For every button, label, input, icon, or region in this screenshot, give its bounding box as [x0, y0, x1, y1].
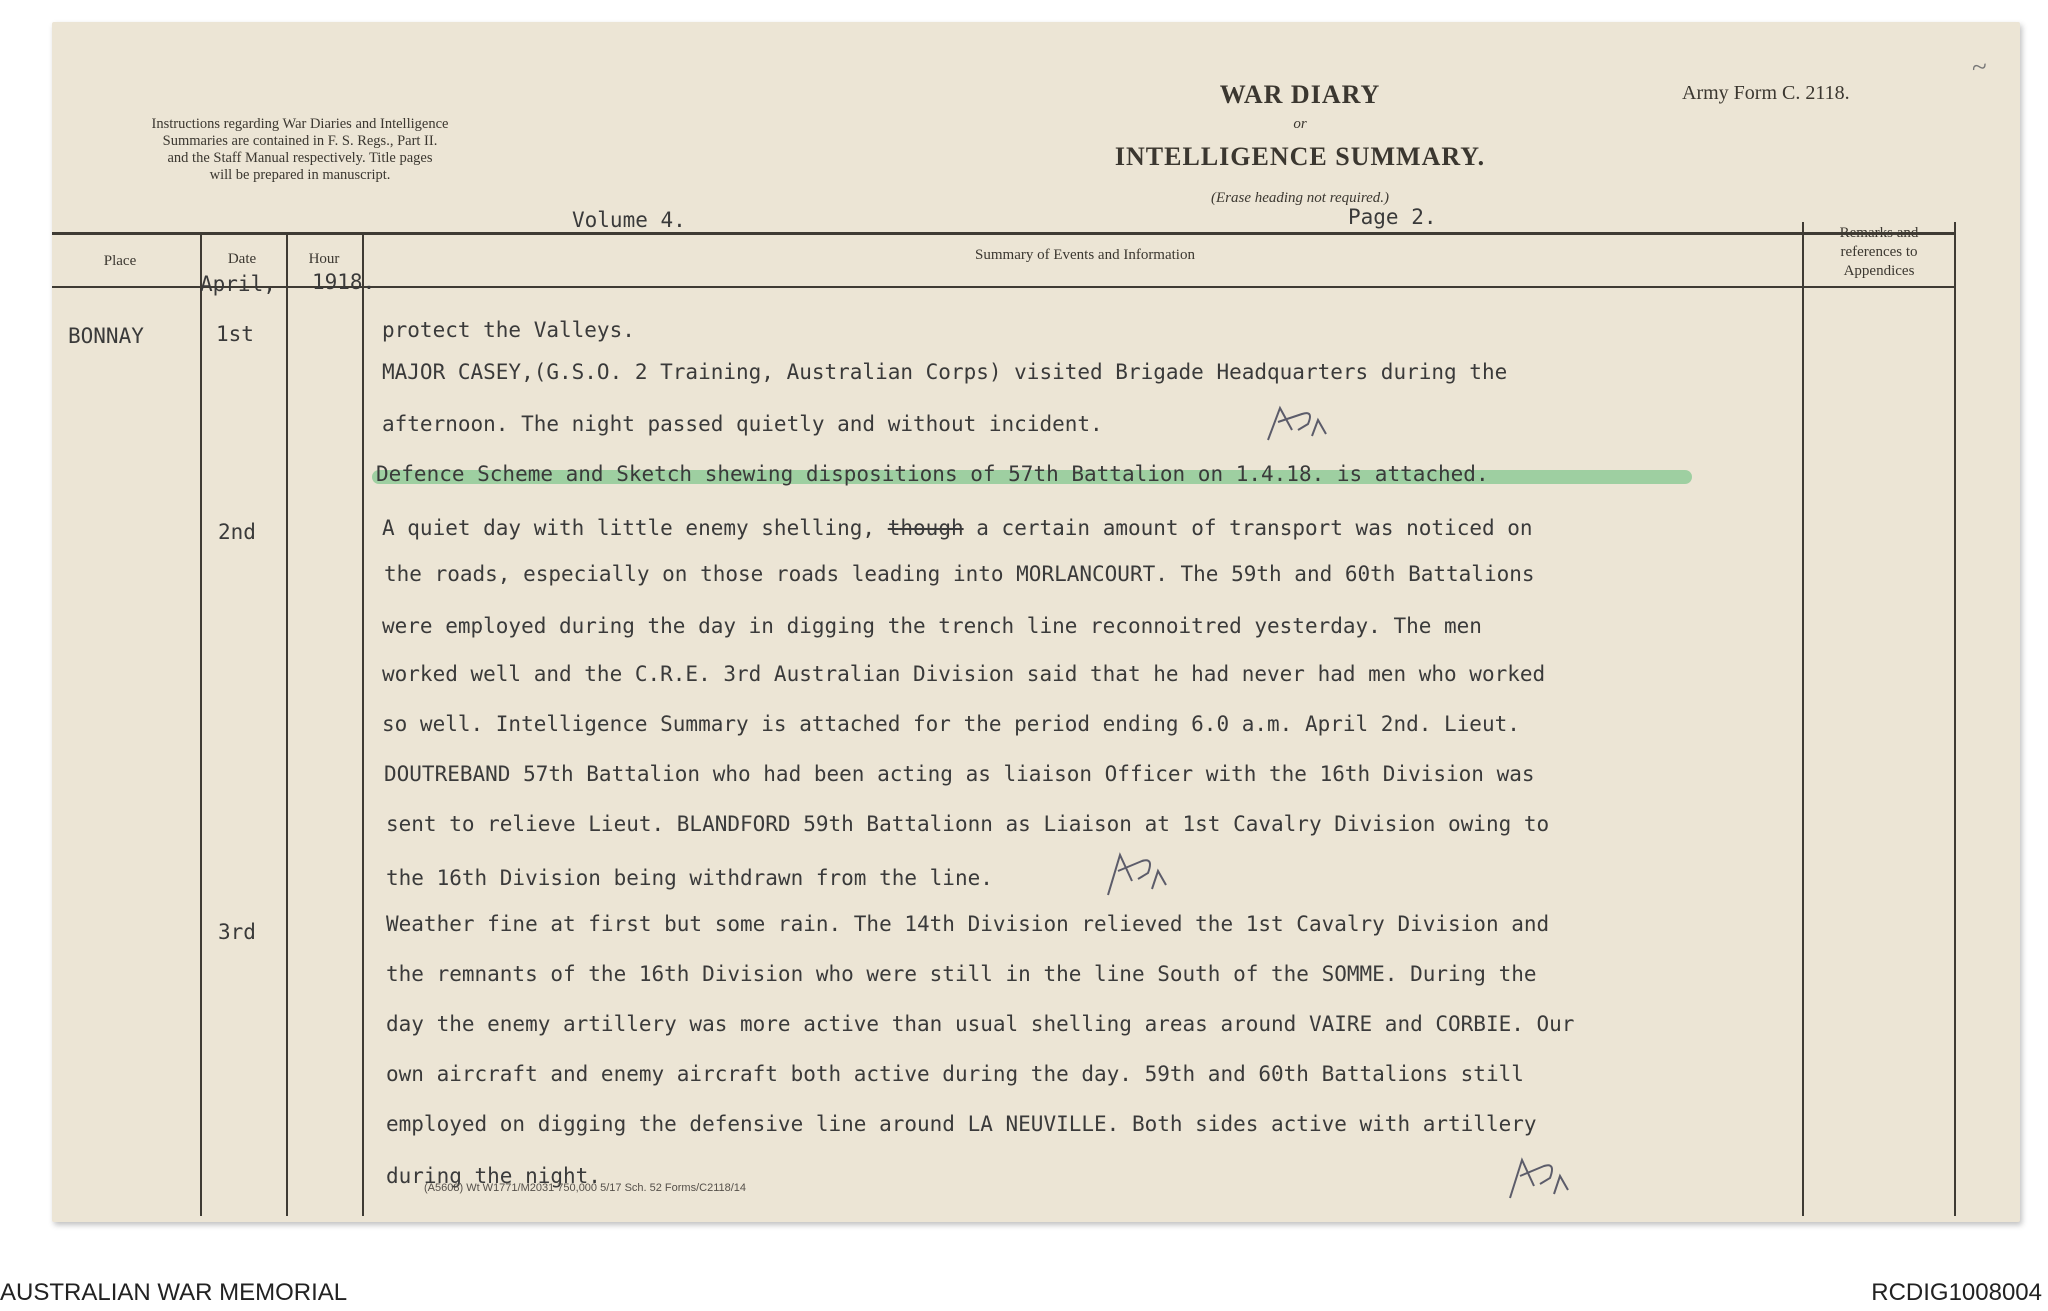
summary-line: the roads, especially on those roads leading into MORLANCOURT. The 59th and 60th Battalions: [384, 562, 1535, 586]
col-divider-date: [286, 232, 288, 1216]
col-divider-place: [200, 232, 202, 1216]
summary-line: were employed during the day in digging the trench line reconnoitred yesterday. The men: [382, 614, 1482, 638]
erase-note: (Erase heading not required.): [1210, 190, 1390, 206]
struck-word: though: [887, 516, 964, 540]
instructions-line-2: Summaries are contained in F. S. Regs., Part II.: [162, 133, 438, 149]
date-1st: 1st: [216, 322, 254, 346]
summary-line: so well. Intelligence Summary is attached for the period ending 6.0 a.m. April 2nd. Lieut.: [382, 712, 1520, 736]
instructions-line-3: and the Staff Manual respectively. Title pages: [167, 150, 433, 166]
title-war-diary: WAR DIARY: [1219, 80, 1381, 109]
corner-pencil-mark: ~: [1969, 51, 1990, 84]
summary-line: protect the Valleys.: [382, 318, 635, 342]
summary-line: the remnants of the 16th Division who were still in the line South of the SOMME. During the: [386, 962, 1537, 986]
place-bonnay: BONNAY: [68, 324, 144, 348]
page-label: Page 2.: [1348, 205, 1437, 229]
summary-line: sent to relieve Lieut. BLANDFORD 59th Battalionn as Liaison at 1st Cavalry Division owing to: [386, 812, 1550, 836]
initials-mark: [1262, 400, 1342, 450]
summary-fragment: A quiet day with little enemy shelling,: [382, 516, 876, 540]
summary-line: worked well and the C.R.E. 3rd Australian Division said that he had never had men who worked: [382, 662, 1546, 686]
remarks-line-3: Appendices: [1843, 263, 1915, 279]
instructions-note: [40, 116, 560, 184]
month-label: April,: [200, 272, 276, 296]
summary-line: own aircraft and enemy aircraft both active during the day. 59th and 60th Battalions still: [386, 1062, 1524, 1086]
header-top-rule: [52, 232, 1956, 235]
summary-line: afternoon. The night passed quietly and without incident.: [382, 412, 1103, 436]
col-divider-hour: [362, 232, 364, 1216]
initials-mark: [1100, 845, 1180, 905]
summary-line: MAJOR CASEY,(G.S.O. 2 Training, Australian Corps) visited Brigade Headquarters during the: [382, 360, 1508, 384]
summary-line: Defence Scheme and Sketch shewing dispositions of 57th Battalion on 1.4.18. is attached.: [376, 462, 1489, 486]
credit-identifier: RCDIG1008004: [1871, 1279, 2042, 1306]
instructions-line-1: Instructions regarding War Diaries and Intelligence: [151, 116, 449, 132]
summary-line: employed on digging the defensive line around LA NEUVILLE. Both sides active with artillery: [386, 1112, 1537, 1136]
col-divider-remarks: [1954, 222, 1956, 1216]
col-header-remarks: [1806, 224, 1952, 281]
summary-line: the 16th Division being withdrawn from the line.: [386, 866, 993, 890]
summary-fragment: a certain amount of transport was noticed on: [976, 516, 1533, 540]
date-3rd: 3rd: [218, 920, 256, 944]
summary-line: DOUTREBAND 57th Battalion who had been acting as liaison Officer with the 16th Division was: [384, 762, 1535, 786]
year-label: 1918.: [312, 270, 376, 294]
remarks-line-2: references to: [1840, 244, 1918, 260]
summary-line: Weather fine at first but some rain. The 14th Division relieved the 1st Cavalry Division and: [386, 912, 1550, 936]
col-header-hour: Hour: [308, 251, 340, 267]
credit-institution: AUSTRALIAN WAR MEMORIAL: [0, 1279, 348, 1306]
summary-line: day the enemy artillery was more active than usual shelling areas around VAIRE and CORBIE. Our: [386, 1012, 1575, 1036]
summary-line: during the night.: [386, 1164, 601, 1188]
date-2nd: 2nd: [218, 520, 256, 544]
instructions-line-4: will be prepared in manuscript.: [209, 167, 391, 183]
volume-label: Volume 4.: [572, 208, 686, 232]
col-header-date: Date: [227, 251, 257, 267]
initials-mark: [1504, 1148, 1584, 1208]
summary-line: [382, 516, 1533, 540]
col-header-summary: Summary of Events and Information: [975, 247, 1195, 263]
remarks-line-1: Remarks and: [1839, 225, 1919, 241]
form-print-code: (A5608) Wt W1771/M2031 750,000 5/17 Sch. 52 Forms/C2118/14: [424, 1182, 747, 1194]
army-form-number: Army Form C. 2118.: [1682, 82, 1850, 104]
col-divider-summary: [1802, 222, 1804, 1216]
title-or: or: [1293, 116, 1307, 132]
title-intelligence-summary: INTELLIGENCE SUMMARY.: [1114, 142, 1486, 171]
col-header-place: Place: [103, 253, 137, 269]
